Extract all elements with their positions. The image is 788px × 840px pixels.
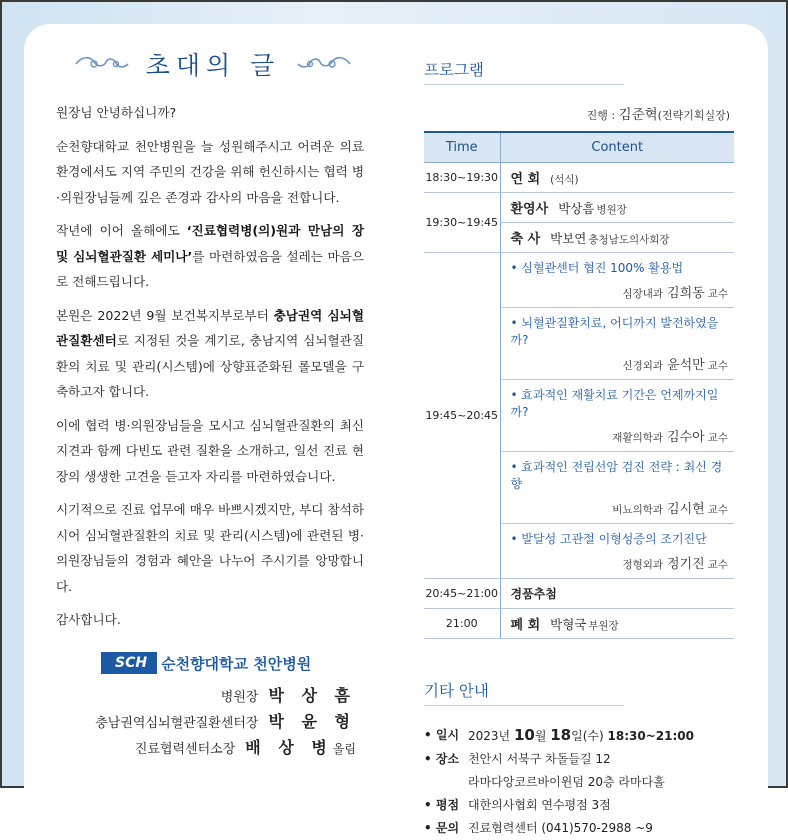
emphasis-text: 충남권역 심뇌혈관질환센터 [56, 307, 364, 348]
hospital-logo [101, 652, 356, 674]
program-table-body [424, 162, 734, 638]
signer-role: 병원장 [220, 690, 259, 705]
host-role: (전략기획실장) [657, 109, 730, 122]
paragraph-text: 감사합니다. [56, 612, 121, 627]
info-date-value [468, 724, 694, 748]
table-header-row [424, 132, 734, 162]
paragraph-text: 작년에 이어 올해에도 [56, 223, 187, 238]
event-cell [500, 162, 734, 192]
date-day: 18 [550, 725, 572, 744]
paragraph-text: 원장님 안녕하십니까? [56, 105, 177, 120]
signer-name: 배 상 병 [245, 738, 333, 757]
talk-cell [500, 379, 734, 451]
event-title: 축 사 [510, 231, 541, 247]
speaker-role: 충청남도의사회장 [588, 233, 670, 246]
table-row [424, 192, 734, 222]
paragraph-text: 시기적으로 진료 업무에 매우 바쁘시겠지만, 부디 참석하시어 심뇌혈관질환의 치료 및 관리(시스템)에 관련된 병·의원장님들의 경험과 혜안을 나누어 주시기를 앙망합니다. [56, 502, 364, 594]
event-title: 환영사 [510, 201, 549, 217]
time-cell: 19:45~20:45 [424, 252, 500, 578]
info-score [424, 794, 736, 817]
program-section [424, 58, 736, 840]
talk-title: • 효과적인 전립선암 검진 전략 : 최신 경향 [510, 459, 723, 491]
time-cell: 18:30~19:30 [424, 162, 500, 192]
info-place-value [468, 748, 665, 794]
letter-paragraph [56, 413, 364, 490]
info-place-label: • 장소 [424, 748, 468, 794]
invitation-title-row [62, 40, 364, 88]
talk-speaker [511, 498, 729, 517]
table-row [424, 162, 734, 192]
speaker-role: 부원장 [588, 619, 619, 632]
info-contact [424, 817, 736, 840]
letter-paragraph [56, 134, 364, 211]
paragraph-text: 를 마련하였음을 설레는 마음으로 전해드립니다. [56, 248, 364, 289]
paragraph-text: 이에 협력 병·의원장님들을 모시고 심뇌혈관질환의 최신지견과 함께 다빈도 관련 질환을 소개하고, 일선 진료 현장의 생생한 고견을 듣고자 자리를 마련하였습니다. [56, 417, 364, 484]
speaker-position: 교수 [707, 287, 728, 300]
table-row [424, 578, 734, 608]
paragraph-text: 본원은 2022년 9월 보건복지부로부터 [56, 307, 274, 323]
speaker-position: 교수 [707, 503, 728, 516]
event-title: 경품추첨 [510, 586, 557, 601]
speaker-name: 윤석만 [667, 357, 705, 373]
date-year: 2023년 [468, 728, 514, 743]
invitation-title: 초대의 글 [145, 51, 281, 80]
event-cell [500, 222, 734, 252]
signer-line [56, 710, 356, 736]
speaker-name: 김수아 [667, 429, 705, 445]
letter-paragraph [56, 607, 364, 633]
speaker-name: 김희동 [667, 285, 705, 301]
event-cell [500, 578, 734, 608]
talk-title: • 발달성 고관절 이형성증의 조기진단 [510, 531, 707, 546]
signer-name: 박 상 흠 [268, 686, 356, 705]
place-line2: 라마다앙코르바이윈덤 20층 라마다홀 [468, 774, 665, 789]
signer-suffix: 올림 [332, 742, 356, 756]
table-row [424, 608, 734, 638]
event-cell [500, 192, 734, 222]
talk-speaker [511, 354, 729, 373]
speaker-position: 교수 [707, 359, 728, 372]
info-score-value: 대한의사협회 연수평점 3점 [468, 797, 611, 812]
time-cell: 19:30~19:45 [424, 192, 500, 252]
signer-name: 박 윤 형 [268, 712, 356, 731]
host-name: 김준혁 [618, 107, 658, 123]
ornament-right-icon [294, 54, 354, 74]
signer-list [56, 684, 356, 762]
speaker-dept: 정형외과 [622, 558, 664, 571]
info-date [424, 724, 736, 748]
talk-cell [500, 307, 734, 379]
speaker-name: 김시현 [667, 501, 705, 517]
speaker-dept: 재활의학과 [612, 431, 664, 444]
paragraph-text: 순천향대학교 천안병원을 늘 성원해주시고 어려운 의료 환경에서도 지역 주민의 건강을 위해 헌신하시는 협력 병·의원장님들께 깊은 존경과 감사의 마음을 전합니다. [56, 138, 364, 205]
talk-cell [500, 252, 734, 307]
info-date-label: • 일시 [424, 724, 468, 748]
invitation-section [56, 40, 364, 641]
speaker-name: 박상흠 [558, 200, 595, 216]
speaker-role: 병원장 [596, 203, 627, 216]
info-place [424, 748, 736, 794]
speaker-position: 교수 [707, 558, 728, 571]
col-time-header: Time [424, 132, 500, 162]
event-title: 연 회 [510, 171, 541, 187]
program-host [424, 103, 736, 123]
speaker-position: 교수 [707, 431, 728, 444]
letter-paragraph [56, 497, 364, 599]
talk-speaker [511, 426, 729, 445]
talk-title: • 효과적인 재활치료 기간은 언제까지일까? [510, 387, 719, 419]
place-line1: 천안시 서북구 차돌들길 12 [468, 751, 611, 766]
talk-speaker [511, 553, 729, 572]
info-contact-value: 진료협력센터 (041)570-2988 ~9 [468, 820, 653, 835]
date-time: 18:30~21:00 [607, 728, 694, 743]
date-month: 10 [513, 725, 535, 744]
event-cell [500, 608, 734, 638]
letter-paragraph [56, 218, 364, 295]
letter-paragraph [56, 100, 364, 126]
logo-text: 순천향대학교 천안병원 [161, 654, 312, 673]
signer-line [56, 684, 356, 710]
signature-block [56, 652, 356, 762]
etc-title: 기타 안내 [424, 679, 624, 706]
signer-line [56, 736, 356, 762]
emphasis-text: ‘진료협력병(의)원과 만남의 장 및 심뇌혈관질환 세미나’ [56, 223, 364, 264]
letter-paragraph [56, 303, 364, 405]
host-label: 진행 : [586, 109, 619, 122]
ornament-left-icon [72, 54, 132, 74]
signer-role: 진료협력센터소장 [134, 742, 236, 757]
date-day-unit: 일(수) [571, 728, 608, 743]
date-month-unit: 월 [534, 728, 551, 743]
col-content-header: Content [500, 132, 734, 162]
program-table [424, 131, 734, 639]
talk-cell [500, 523, 734, 578]
etc-info [424, 724, 736, 840]
info-score-label: • 평점 [424, 794, 468, 817]
talk-speaker [511, 282, 729, 301]
speaker-dept: 비뇨의학과 [612, 503, 664, 516]
table-row [424, 252, 734, 307]
talk-cell [500, 451, 734, 523]
event-note: (석식) [550, 173, 579, 186]
invitation-letter [56, 100, 364, 633]
info-contact-label: • 문의 [424, 817, 468, 840]
program-title: 프로그램 [424, 58, 624, 85]
speaker-name: 박보연 [550, 230, 587, 246]
time-cell: 21:00 [424, 608, 500, 638]
speaker-dept: 신경외과 [622, 359, 664, 372]
speaker-name: 정기진 [667, 556, 705, 572]
paragraph-text: 로 지정된 것을 계기로, 충남지역 심뇌혈관질환의 치료 및 관리(시스템)에 상향표준화된 롤모델을 구축하고자 합니다. [56, 333, 364, 399]
logo-mark: SCH [101, 652, 157, 674]
time-cell: 20:45~21:00 [424, 578, 500, 608]
talk-title: • 심혈관센터 협진 100% 활용법 [510, 260, 684, 275]
speaker-name: 박형국 [550, 616, 587, 632]
talk-title: • 뇌혈관질환치료, 어디까지 발전하였을까? [510, 315, 719, 347]
speaker-dept: 심장내과 [622, 287, 664, 300]
signer-role: 충남권역심뇌혈관질환센터장 [95, 716, 259, 731]
event-title: 폐 회 [510, 617, 541, 633]
